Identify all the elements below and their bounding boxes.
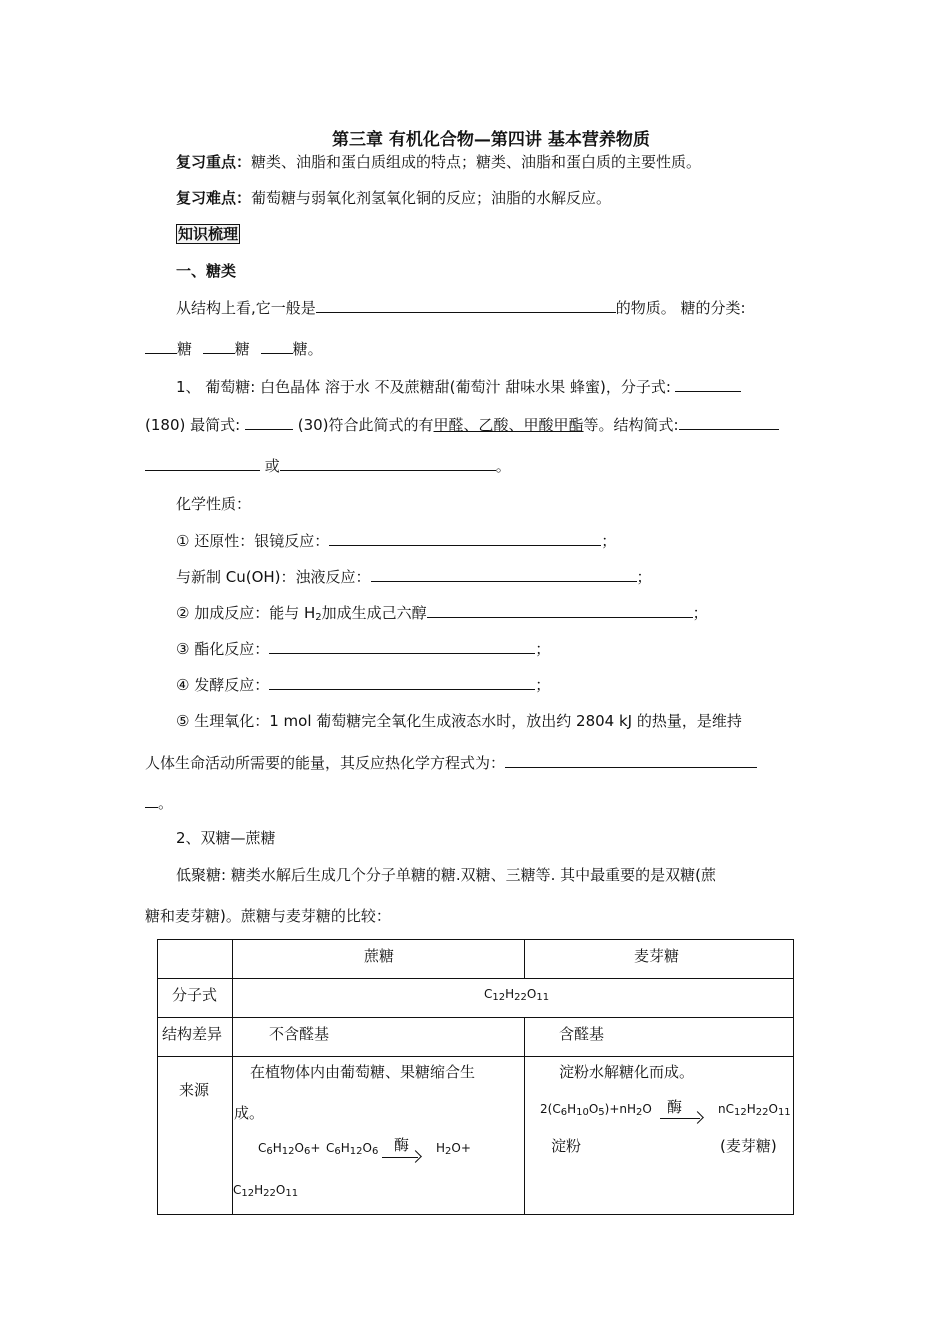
- review-difficult-text: 葡萄糖与弱氧化剂氢氧化铜的反应；油脂的水解反应。: [251, 189, 612, 207]
- class-c: 糖。: [292, 340, 323, 358]
- prop-addition: [176, 602, 708, 623]
- structure-post: 的物质。 糖的分类:: [615, 299, 746, 317]
- sugar-classification: [145, 338, 323, 359]
- sucrose-enzyme-label: 酶: [394, 1136, 410, 1154]
- review-difficult-label: 复习难点：: [176, 189, 252, 207]
- glucose-intro: 1、 葡萄糖: 白色晶体 溶于水 不及蔗糖甜(葡萄汁 甜味水果 蜂蜜)，分子式:: [176, 378, 671, 396]
- sucrose-eq-reactant-1: $C_6H_{12}O_6+$: [258, 1141, 321, 1157]
- class-blank-c[interactable]: [261, 338, 293, 354]
- structural-blank-2[interactable]: [145, 455, 260, 471]
- silver-mirror-blank[interactable]: [329, 530, 601, 546]
- glucose-line-2: [145, 414, 779, 435]
- source-maltose-1: 淀粉水解糖化而成。: [559, 1063, 695, 1081]
- structural-blank-1[interactable]: [679, 414, 779, 430]
- structure-line: [176, 297, 746, 318]
- ester-blank[interactable]: [269, 638, 535, 654]
- formula-value: $C_{12}H_{22}O_{11}$: [484, 987, 550, 1003]
- glucose-line-3: [145, 455, 511, 476]
- review-key-label: 复习重点：: [176, 153, 252, 171]
- period: 。: [495, 457, 511, 475]
- thermo-eq-blank[interactable]: [505, 752, 757, 768]
- formula-blank[interactable]: [675, 376, 741, 392]
- row-struct-label: 结构差异: [162, 1025, 223, 1043]
- addition-blank[interactable]: [427, 602, 693, 618]
- class-a: 糖: [177, 340, 193, 358]
- semicolon: ；: [692, 604, 708, 622]
- structure-pre: 从结构上看,它一般是: [176, 299, 316, 317]
- structure-blank[interactable]: [316, 297, 616, 313]
- ferment-blank[interactable]: [269, 674, 535, 690]
- semicolon: ；: [636, 568, 652, 586]
- prop-oxidation: ⑤ 生理氧化：1 mol 葡萄糖完全氧化生成液态水时，放出约 2804 kJ 的热量，是维持: [176, 712, 742, 730]
- oligo-text-1: 低聚糖: 糖类水解后生成几个分子单糖的糖.双糖、三糖等. 其中最重要的是双糖(蔗: [176, 866, 716, 884]
- sucrose-reaction-arrow: [382, 1157, 418, 1158]
- class-b: 糖: [234, 340, 250, 358]
- class-blank-b[interactable]: [203, 338, 235, 354]
- prop-oxidation-2: [145, 752, 757, 773]
- semicolon: ；: [535, 640, 551, 658]
- header-maltose: 麦芽糖: [634, 947, 680, 965]
- prop-cuoh: [176, 566, 652, 587]
- section-sugars: 一、糖类: [176, 262, 237, 280]
- prop-ferment-label: ④ 发酵反应：: [176, 676, 270, 694]
- glucose-line-1: [176, 376, 741, 397]
- knowledge-heading: [176, 224, 240, 244]
- semicolon: ；: [535, 676, 551, 694]
- prop-ester: [176, 638, 550, 659]
- prop-oxidation-text: 人体生命活动所需要的能量，其反应热化学方程式为：: [145, 754, 506, 772]
- oligo-text-2: 糖和麦芽糖)。蔗糖与麦芽糖的比较：: [145, 907, 391, 925]
- prop-ester-label: ③ 酯化反应：: [176, 640, 270, 658]
- maltose-eq-product: $nC_{12}H_{22}O_{11}$: [718, 1102, 791, 1118]
- prop-silver-mirror: [176, 530, 616, 551]
- same-formula-examples: 甲醛、乙酸、甲酸甲酯: [433, 416, 584, 434]
- starch-label: 淀粉: [551, 1137, 582, 1155]
- structural-blank-3[interactable]: [280, 455, 496, 471]
- sucrose-eq-reactant-2: $C_6H_{12}O_6$: [326, 1141, 379, 1157]
- struct-maltose: 含醛基: [559, 1025, 605, 1043]
- maltose-reaction-arrow: [660, 1118, 700, 1119]
- prop-addition-text: 加成生成己六醇: [321, 604, 427, 622]
- prop-silver-mirror-label: ① 还原性：银镜反应：: [176, 532, 330, 550]
- period: 。: [158, 794, 174, 812]
- structural-label: 等。结构简式:: [583, 416, 679, 434]
- cuoh-blank[interactable]: [371, 566, 637, 582]
- struct-sucrose: 不含醛基: [269, 1025, 330, 1043]
- prop-ferment: [176, 674, 550, 695]
- or-word: 或: [264, 457, 280, 475]
- review-key-text: 糖类、油脂和蛋白质组成的特点；糖类、油脂和蛋白质的主要性质。: [251, 153, 702, 171]
- maltose-label: (麦芽糖): [720, 1137, 777, 1155]
- prop-oxidation-3: [145, 792, 173, 813]
- sucrose-eq-product: $C_{12}H_{22}O_{11}$: [233, 1183, 299, 1199]
- source-sucrose-1: 在植物体内由葡萄糖、果糖缩合生: [250, 1063, 476, 1081]
- maltose-enzyme-label: 酶: [667, 1098, 683, 1116]
- review-key: [176, 152, 701, 172]
- semicolon: ；: [601, 532, 617, 550]
- maltose-eq-reactant: $2(C_6H_{10}O_5)+nH_2O$: [540, 1102, 652, 1118]
- knowledge-box: 知识梳理: [178, 225, 239, 243]
- prop-addition-label: ② 加成反应：能与 H: [176, 604, 316, 622]
- source-sucrose-2: 成。: [234, 1104, 265, 1122]
- section-disaccharide: 2、双糖—蔗糖: [176, 829, 276, 847]
- thermo-eq-blank-2[interactable]: [145, 792, 158, 808]
- sugar-comparison-table: [157, 939, 794, 1215]
- simplest-blank[interactable]: [245, 414, 293, 430]
- simplest-note: (30)符合此简式的有: [297, 416, 434, 434]
- class-blank-a[interactable]: [145, 338, 177, 354]
- sucrose-eq-water: $H_2O+$: [436, 1141, 471, 1157]
- subscript: 2: [315, 612, 322, 623]
- page-title: 第三章 有机化合物—第四讲 基本营养物质: [332, 130, 650, 150]
- chem-props-heading: 化学性质：: [176, 495, 252, 513]
- prop-cuoh-label: 与新制 Cu(OH)：浊液反应：: [176, 568, 371, 586]
- row-formula-label: 分子式: [172, 986, 218, 1004]
- row-source-label: 来源: [179, 1081, 210, 1099]
- header-sucrose: 蔗糖: [364, 947, 395, 965]
- review-difficult: [176, 188, 611, 208]
- simplest-label: (180) 最简式:: [145, 416, 241, 434]
